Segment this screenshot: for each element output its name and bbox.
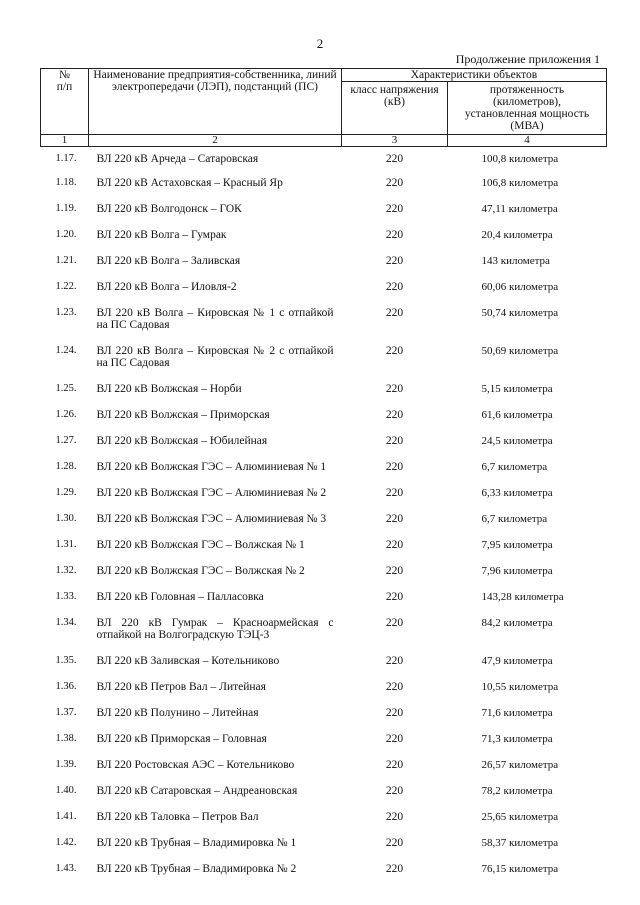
row-number: 1.26. [55, 408, 77, 420]
row-name-text: ВЛ 220 кВ Волжская – Приморская [96, 408, 270, 421]
row-number: 1.35. [55, 654, 77, 666]
header-characteristics: Характеристики объектов [342, 69, 607, 82]
row-length: 58,37 километра [481, 836, 559, 849]
table-row [41, 587, 607, 613]
row-number: 1.19. [55, 202, 77, 214]
row-length: 100,8 километра [481, 153, 559, 165]
row-voltage: 220 [385, 153, 404, 165]
row-number: 1.33. [55, 590, 77, 602]
header-number: № п/п [41, 69, 89, 135]
row-name [89, 225, 342, 251]
row-name-text: ВЛ 220 кВ Волгодонск – ГОК [96, 202, 242, 215]
row-name [89, 677, 342, 703]
row-name-text: ВЛ 220 кВ Волга – Гумрак [96, 228, 227, 241]
row-name [89, 379, 342, 405]
row-length: 26,57 километра [481, 758, 559, 771]
table-row [41, 405, 607, 431]
row-name-text: ВЛ 220 кВ Приморская – Головная [96, 732, 267, 745]
continuation-caption: Продолжение приложения 1 [455, 52, 600, 66]
row-voltage: 220 [385, 280, 404, 293]
table-row [41, 703, 607, 729]
table-row [41, 613, 607, 651]
row-name [89, 703, 342, 729]
row-number: 1.20. [55, 228, 77, 240]
table-row [41, 379, 607, 405]
row-name [89, 807, 342, 833]
row-voltage: 220 [385, 512, 404, 525]
page-number: 2 [316, 36, 324, 51]
table-row [41, 303, 607, 341]
row-voltage: 220 [385, 434, 404, 447]
row-voltage: 220 [385, 784, 404, 797]
row-voltage: 220 [385, 810, 404, 823]
row-number: 1.22. [55, 280, 77, 292]
row-voltage: 220 [385, 382, 404, 395]
row-name [89, 303, 342, 341]
row-number: 1.29. [55, 486, 77, 498]
row-voltage: 220 [385, 758, 404, 771]
table-row [41, 561, 607, 587]
table-row [41, 807, 607, 833]
row-number: 1.24. [55, 344, 77, 356]
header-voltage: класс напряжения (кВ) [342, 82, 448, 135]
row-length: 143 километра [481, 254, 550, 267]
row-name [89, 561, 342, 587]
row-name-text: ВЛ 220 Ростовская АЭС – Котельниково [96, 758, 295, 771]
row-name [89, 509, 342, 535]
row-number: 1.21. [55, 254, 77, 266]
row-name [89, 277, 342, 303]
row-name [89, 613, 342, 651]
row-name [89, 483, 342, 509]
row-name-text: ВЛ 220 кВ Гумрак – Красноармейская с отпайкой на Волгоградскую ТЭЦ-3 [96, 616, 334, 641]
row-name [89, 651, 342, 677]
row-name [89, 173, 342, 199]
row-length: 20,4 километра [481, 228, 553, 241]
table-row [41, 173, 607, 199]
row-length: 7,95 километра [481, 538, 553, 551]
table-row [41, 225, 607, 251]
row-number: 1.25. [55, 382, 77, 394]
row-name [89, 859, 342, 885]
row-number: 1.40. [55, 784, 77, 796]
table-row [41, 431, 607, 457]
row-number: 1.30. [55, 512, 77, 524]
row-number: 1.37. [55, 706, 77, 718]
row-voltage: 220 [385, 706, 404, 719]
row-voltage: 220 [385, 254, 404, 267]
row-name-text: ВЛ 220 кВ Трубная – Владимировка № 1 [96, 836, 297, 849]
row-length: 6,7 километра [481, 512, 548, 525]
table-row [41, 535, 607, 561]
row-name-text: ВЛ 220 кВ Волжская ГЭС – Алюминиевая № 3 [96, 512, 327, 525]
row-length: 6,33 километра [481, 486, 553, 499]
row-voltage: 220 [385, 680, 404, 693]
table-row [41, 509, 607, 535]
row-length: 6,7 километра [481, 460, 548, 473]
row-voltage: 220 [385, 202, 404, 215]
row-name-text: ВЛ 220 кВ Волжская ГЭС – Алюминиевая № 1 [96, 460, 327, 473]
table-row [41, 833, 607, 859]
column-index-2: 2 [89, 135, 342, 147]
row-name-text: ВЛ 220 кВ Таловка – Петров Вал [96, 810, 259, 823]
row-number: 1.42. [55, 836, 77, 848]
table-row [41, 755, 607, 781]
row-length: 76,15 километра [481, 862, 559, 875]
row-name [89, 341, 342, 379]
row-length: 24,5 километра [481, 434, 553, 447]
row-length: 25,65 километра [481, 810, 559, 823]
row-voltage: 220 [385, 590, 404, 603]
row-voltage: 220 [385, 176, 404, 189]
row-length: 106,8 километра [481, 176, 559, 189]
row-number: 1.23. [55, 306, 77, 318]
row-name [89, 781, 342, 807]
table-row [41, 677, 607, 703]
row-length: 47,11 километра [481, 202, 558, 215]
row-number: 1.34. [55, 616, 77, 628]
row-name-text: ВЛ 220 кВ Волжская – Юбилейная [96, 434, 268, 447]
row-length: 50,74 километра [481, 306, 559, 319]
table-row [41, 781, 607, 807]
row-length: 50,69 километра [481, 344, 559, 357]
row-voltage: 220 [385, 228, 404, 241]
row-name-text: ВЛ 220 кВ Трубная – Владимировка № 2 [96, 862, 297, 875]
row-length: 78,2 километра [481, 784, 553, 797]
table-body [41, 147, 607, 885]
row-number: 1.36. [55, 680, 77, 692]
row-name-text: ВЛ 220 кВ Волга – Кировская № 1 с отпайкой на ПС Садовая [96, 306, 334, 331]
header-name: Наименование предприятия-собственника, линий электропередачи (ЛЭП), подстанций (ПС) [89, 69, 342, 135]
row-name [89, 457, 342, 483]
row-name [89, 147, 342, 173]
row-voltage: 220 [385, 486, 404, 499]
row-number: 1.39. [55, 758, 77, 770]
row-name-text: ВЛ 220 кВ Заливская – Котельниково [96, 654, 280, 667]
column-index-1: 1 [41, 135, 89, 147]
row-number: 1.17. [55, 153, 77, 164]
row-number: 1.41. [55, 810, 77, 822]
row-voltage: 220 [385, 654, 404, 667]
row-length: 84,2 километра [481, 616, 553, 629]
row-name-text: ВЛ 220 кВ Сатаровская – Андреановская [96, 784, 298, 797]
table-row [41, 651, 607, 677]
table-row [41, 199, 607, 225]
row-name-text: ВЛ 220 кВ Волга – Иловля-2 [96, 280, 237, 293]
row-voltage: 220 [385, 862, 404, 875]
row-name [89, 431, 342, 457]
row-voltage: 220 [385, 408, 404, 421]
row-name [89, 405, 342, 431]
table-row [41, 729, 607, 755]
row-number: 1.32. [55, 564, 77, 576]
row-name [89, 729, 342, 755]
table-row [41, 341, 607, 379]
column-index-4: 4 [448, 135, 607, 147]
row-name-text: ВЛ 220 кВ Волга – Кировская № 2 с отпайкой на ПС Садовая [96, 344, 334, 369]
table-row [41, 251, 607, 277]
row-voltage: 220 [385, 306, 404, 319]
objects-table [40, 68, 607, 885]
row-name [89, 251, 342, 277]
row-length: 10,55 километра [481, 680, 559, 693]
column-index-3: 3 [342, 135, 448, 147]
row-length: 7,96 километра [481, 564, 553, 577]
row-name [89, 755, 342, 781]
row-name-text: ВЛ 220 кВ Волжская – Норби [96, 382, 242, 395]
row-voltage: 220 [385, 460, 404, 473]
row-length: 47,9 километра [481, 654, 553, 667]
row-voltage: 220 [385, 564, 404, 577]
table-row [41, 277, 607, 303]
row-name-text: ВЛ 220 кВ Волга – Заливская [96, 254, 241, 267]
row-name-text: ВЛ 220 кВ Полунино – Литейная [96, 706, 259, 719]
row-name [89, 833, 342, 859]
row-name [89, 535, 342, 561]
row-length: 71,6 километра [481, 706, 553, 719]
row-name-text: ВЛ 220 кВ Волжская ГЭС – Волжская № 1 [96, 538, 305, 551]
table-row [41, 457, 607, 483]
row-length: 71,3 километра [481, 732, 553, 745]
table-row [41, 483, 607, 509]
row-number: 1.18. [55, 176, 77, 188]
row-length: 60,06 километра [481, 280, 559, 293]
row-voltage: 220 [385, 538, 404, 551]
row-name-text: ВЛ 220 кВ Петров Вал – Литейная [96, 680, 266, 693]
row-voltage: 220 [385, 344, 404, 357]
row-name-text: ВЛ 220 кВ Головная – Палласовка [96, 590, 264, 603]
row-name-text: ВЛ 220 кВ Арчеда – Сатаровская [96, 153, 259, 165]
row-length: 143,28 километра [481, 590, 564, 603]
table-row [41, 859, 607, 885]
row-length: 61,6 километра [481, 408, 553, 421]
row-length: 5,15 километра [481, 382, 553, 395]
row-number: 1.31. [55, 538, 77, 550]
table-row [41, 147, 607, 173]
row-number: 1.43. [55, 862, 77, 874]
row-name-text: ВЛ 220 кВ Астаховская – Красный Яр [96, 176, 283, 189]
row-name-text: ВЛ 220 кВ Волжская ГЭС – Волжская № 2 [96, 564, 305, 577]
row-voltage: 220 [385, 732, 404, 745]
row-name-text: ВЛ 220 кВ Волжская ГЭС – Алюминиевая № 2 [96, 486, 327, 499]
row-name [89, 199, 342, 225]
row-voltage: 220 [385, 836, 404, 849]
row-number: 1.28. [55, 460, 77, 472]
row-number: 1.27. [55, 434, 77, 446]
header-length: протяженность (километров), установленная мощность (МВА) [448, 82, 607, 135]
row-name [89, 587, 342, 613]
row-voltage: 220 [385, 616, 404, 629]
row-number: 1.38. [55, 732, 77, 744]
